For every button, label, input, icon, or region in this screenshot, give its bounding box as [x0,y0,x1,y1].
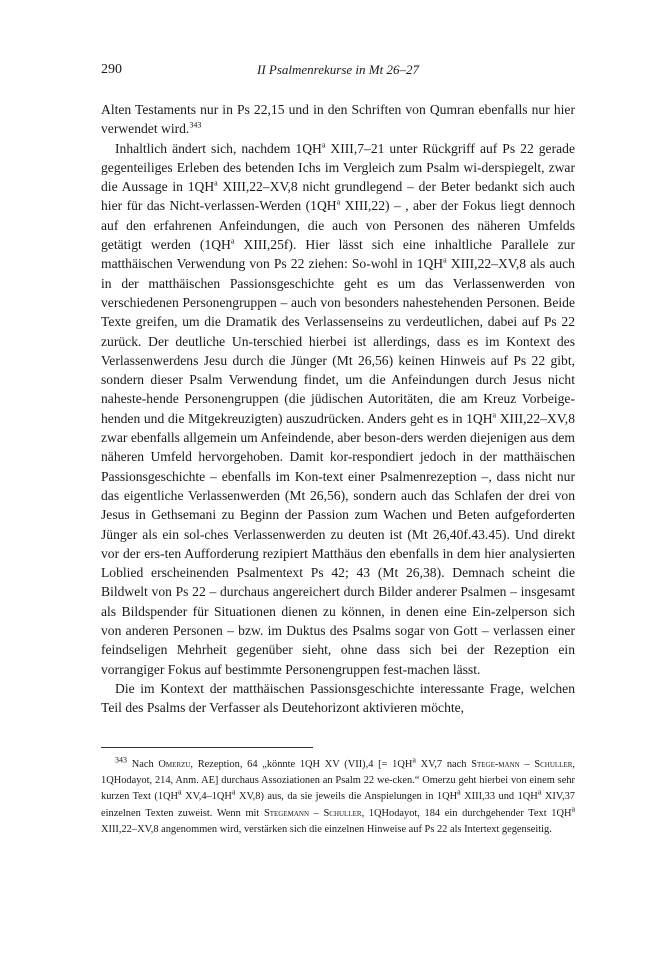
paragraph: Alten Testaments nur in Ps 22,15 und in den Schriften von Qumran ebenfalls nur hier verwendet wird.$^{343}$ [101,102,575,137]
running-title: II Psalmenrekurse in Mt 26–27 [257,62,419,77]
footnote-number: 343 [115,755,127,765]
page-header [101,62,575,82]
paragraph: Inhaltlich ändert sich, nachdem $1QH^a$ XIII,7–21 unter Rückgriff auf Ps 22 gerade gegenteiliges Erleben des betenden Ichs im Vergleich zum Psalm wi-derspiegelt, zwar die Aussage in $1QH^a$ XIII,22–XV,8 nicht grundlegend – der Beter bedankt sich auch hier für das Nicht-verlassen-Werden ($1QH^a$ XIII,22) – , aber der Fokus liegt dennoch auf den erfahrenen Anfeindungen, die auch von Personen des näheren Umfelds getätigt werden ($1QH^a$ XIII,25f). Hier lässt sich eine inhaltliche Parallele zur matthäischen Verwendung von Ps 22 ziehen: So-wohl in $1QH^a$ XIII,22–XV,8 als auch in der matthäischen Passionsgeschichte geht es um das Verlassenwerden von verschiedenen Personengruppen – auch von besonders nahestehenden Personen. Beide Texte greifen, um die Dramatik des Verlassenseins zu verdeutlichen, dabei auf Ps 22 zurück. Der deutliche Un-terschied hierbei ist allerdings, dass es im Kontext des Verlassenwerdens Jesu durch die Jünger (Mt 26,56) keinen Hinweis auf Ps 22 gibt, sondern dieser Psalm Verwendung findet, um die Anfeindungen durch Jesus nicht naheste-hende Personengruppen (die jüdischen Autoritäten, die am Kreuz Vorbeige-henden und die Mitgekreuzigten) auszudrücken. Anders geht es in $1QH^a$ XIII,22–XV,8 zwar ebenfalls allgemein um Anfeindende, aber beson-ders werden diejenigen aus dem näheren Umfeld hervorgehoben. Damit kor-respondiert jedoch in der matthäischen Passionsgeschichte – ebenfalls im Kon-text einer Psalmenrezeption –, dass nicht nur das eigentliche Verlassenwerden (Mt 26,56), sondern auch das Schlafen der drei von Jesus in Gethsemani zu Beginn der Passion zum Wachen und Beten aufgeforderten Jünger als ein sol-ches Verlassenwerden zu deuten ist (Mt 26,40f.43.45). Und direkt vor der ers-ten Aufforderung rezipiert Matthäus den ebenfalls in dem hier analysierten Loblied erscheinenden Psalmentext Ps 42; 43 (Mt 26,38). Demnach scheint die Bildwelt von Ps 22 – durchaus angereichert durch Bilder anderer Psalmen – insgesamt als Bildspender für Situationen dienen zu können, in denen eine Ein-zelperson sich von anderen Personen – bzw. im Duktus des Psalms sogar von Gott – verlassen einer feindseligen Mehrheit gegenüber sieht, ohne dass sich bei der Rezeption ein vorrangiger Fokus auf bestimmte Personengruppen fest-machen lässt. [101,140,575,677]
footnote: $^{343}$ Nach Omerzu, Rezeption, 64 „könnte 1QH XV (VII),4 [= $1QH^a$ XV,7 nach Stege-mann – Schuller, 1QHodayot, 214, Anm. AE] durchaus Assoziationen an Psalm 22 we-cken.“ Omerzu geht hierbei von einem sehr kurzen Text ($1QH^a$ $XV,4-1QH^a$ XV,8) aus, da sie jeweils die Anspielungen in $1QH^a$ XIII,33 und $1QH^a$ XIV,37 einzelnen Texten zuweist. Wenn mit Stegemann – Schuller, 1QHodayot, 184 ein durchgehender Text $1QH^a$ XIII,22–XV,8 angenommen wird, verstärken sich die einzelnen Hinweise auf Ps 22 als Intertext gegenseitig. [101,755,576,835]
main-text [101,100,575,718]
paragraph: Die im Kontext der matthäischen Passionsgeschichte interessante Frage, welchen Teil des Psalms der Verfasser als Deutehorizont aktivieren möchte, [101,680,575,716]
page-number: 290 [101,62,122,77]
footnote-divider [101,747,313,748]
footnote-ref: 343 [189,120,202,130]
